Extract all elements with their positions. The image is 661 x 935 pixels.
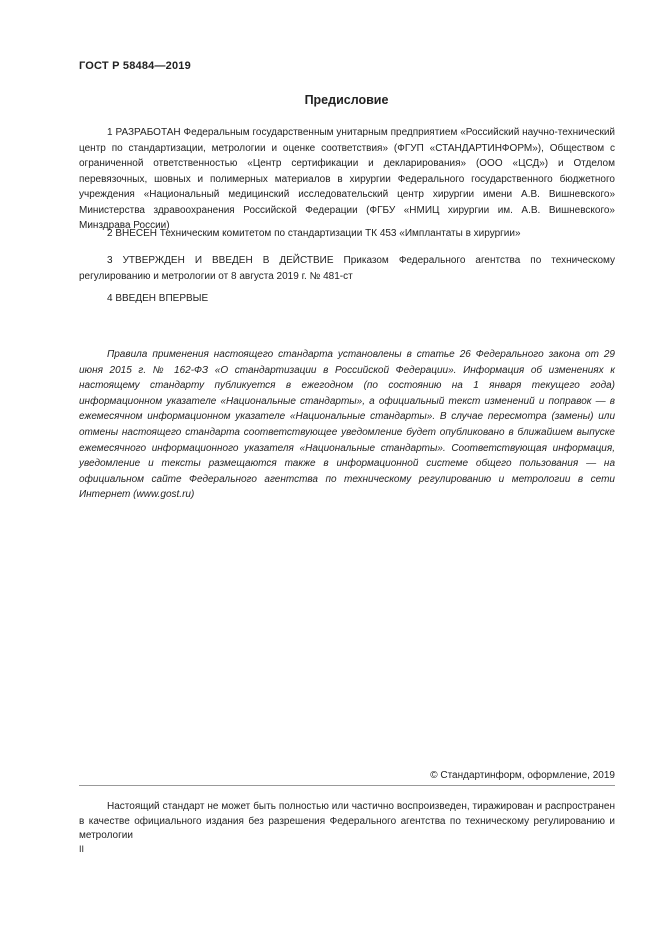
paragraph-developed: 1 РАЗРАБОТАН Федеральным государственным унитарным предприятием «Российский научно-технический центр по стандартизации, метрологии и оценке соответствия» (ФГУП «СТАНДАРТИНФОРМ»), Обществом с ограниченной ответственностью «Центр сертификации и декларирования» (ООО «ЦСД») и Отделом перевязочных, шовных и полимерных материалов в хирургии Федерального государственного бюджетного учреждения «Национальный медицинский исследовательский центр хирургии имени А.В. Вишневского» Министерства здравоохранения Российской Федерации (ФГБУ «НМИЦ хирургии им. А.В. Вишневского» Минздрава России): [79, 127, 615, 231]
paragraph-introduced: 2 ВНЕСЕН Техническим комитетом по стандартизации ТК 453 «Имплантаты в хирургии»: [107, 228, 521, 239]
copyright-notice: © Стандартинформ, оформление, 2019: [430, 770, 615, 781]
reproduction-restriction-note: Настоящий стандарт не может быть полностью или частично воспроизведен, тиражирован и распространен в качестве официального издания без разрешения Федерального агентства по техническому регулированию и метрологии: [79, 801, 615, 841]
page-title-text: Предисловие: [304, 93, 389, 107]
paragraph-approved: 3 УТВЕРЖДЕН И ВВЕДЕН В ДЕЙСТВИЕ Приказом Федерального агентства по техническому регулированию и метрологии от 8 августа 2019 г. № 481-ст: [79, 255, 615, 282]
standard-designation: ГОСТ Р 58484—2019: [79, 60, 191, 72]
footer-divider: [79, 785, 615, 786]
page-title: [0, 93, 661, 107]
page-number: II: [79, 844, 85, 854]
paragraph-first-introduced: 4 ВВЕДЕН ВПЕРВЫЕ: [107, 293, 209, 304]
application-rules-notice: Правила применения настоящего стандарта установлены в статье 26 Федерального закона от 29 июня 2015 г. № 162-ФЗ «О стандартизации в Российской Федерации». Информация об изменениях к настоящему стандарту публикуется в ежегодном (по состоянию на 1 января текущего года) информационном указателе «Национальные стандарты», а официальный текст изменений и поправок — в ежемесячном информационном указателе «Национальные стандарты». В случае пересмотра (замены) или отмены настоящего стандарта соответствующее уведомление будет опубликовано в ближайшем выпуске ежемесячного информационного указателя «Национальные стандарты». Соответствующая информация, уведомление и тексты размещаются также в информационной системе общего пользования — на официальном сайте Федерального агентства по техническому регулированию и метрологии в сети Интернет (www.gost.ru): [79, 349, 615, 501]
